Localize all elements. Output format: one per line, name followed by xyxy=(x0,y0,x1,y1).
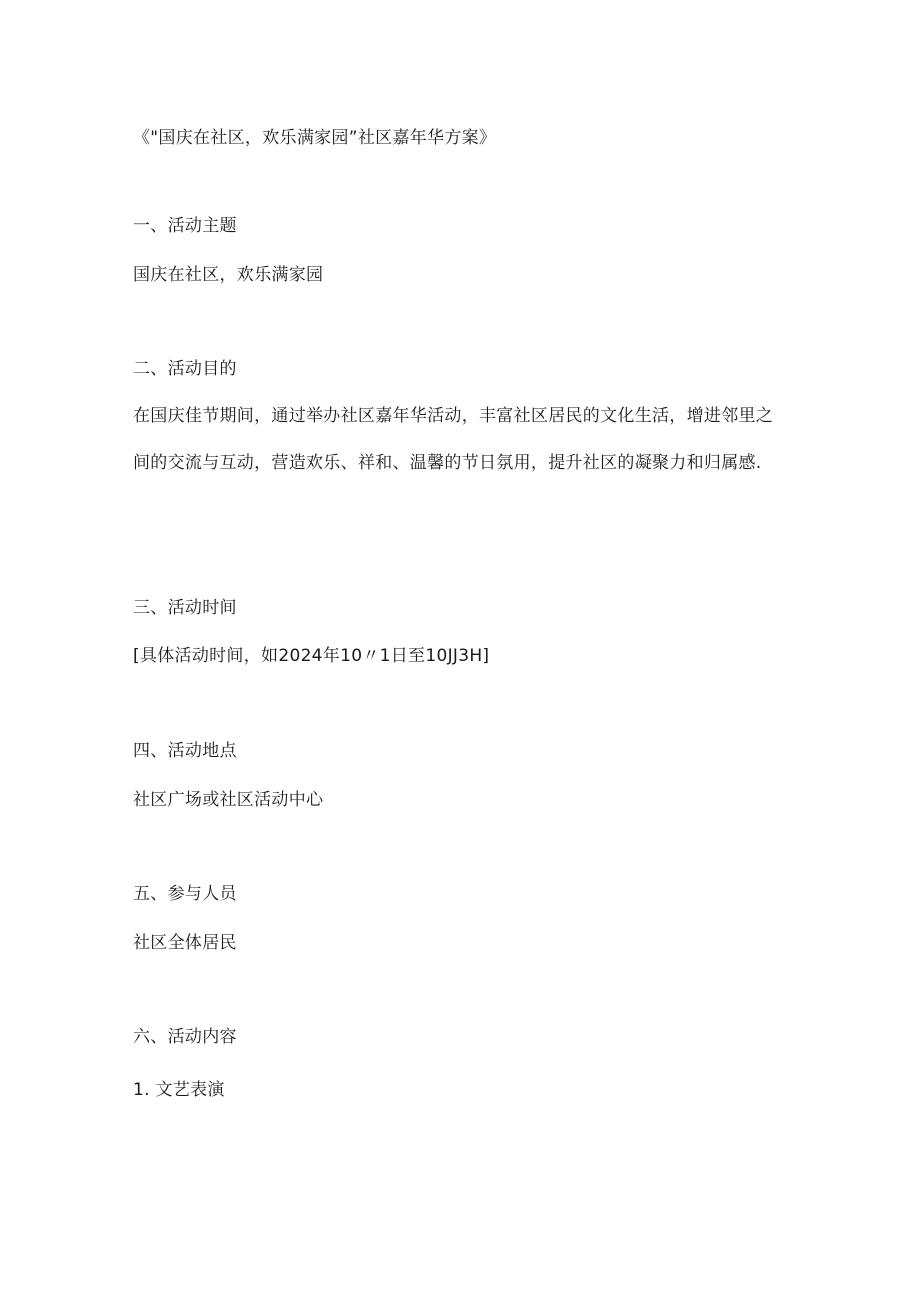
section-heading-content: 六、活动内容 xyxy=(133,1027,237,1047)
section-heading-theme: 一、活动主题 xyxy=(133,216,237,236)
section-heading-participants: 五、参与人员 xyxy=(133,884,237,904)
section-body-theme: 国庆在社区，欢乐满家园 xyxy=(133,265,324,285)
section-body-time: [具体活动时间，如2024年10〃1日至10JJ3H] xyxy=(133,646,490,666)
document-title: 《"国庆在社区，欢乐满家园”社区嘉年华方案》 xyxy=(133,128,497,148)
section-heading-purpose: 二、活动目的 xyxy=(133,359,237,379)
section-heading-time: 三、活动时间 xyxy=(133,598,237,618)
section-body-content: 1. 文艺表演 xyxy=(133,1080,225,1100)
section-heading-location: 四、活动地点 xyxy=(133,741,237,761)
section-body-participants: 社区全体居民 xyxy=(133,933,237,953)
section-body-purpose: 在国庆佳节期间，通过举办社区嘉年华活动，丰富社区居民的文化生活，增进邻里之间的交流与互动，营造欢乐、祥和、温馨的节日氛用，提升社区的凝聚力和归属感. xyxy=(133,406,774,473)
section-body-location: 社区广场或社区活动中心 xyxy=(133,790,324,810)
